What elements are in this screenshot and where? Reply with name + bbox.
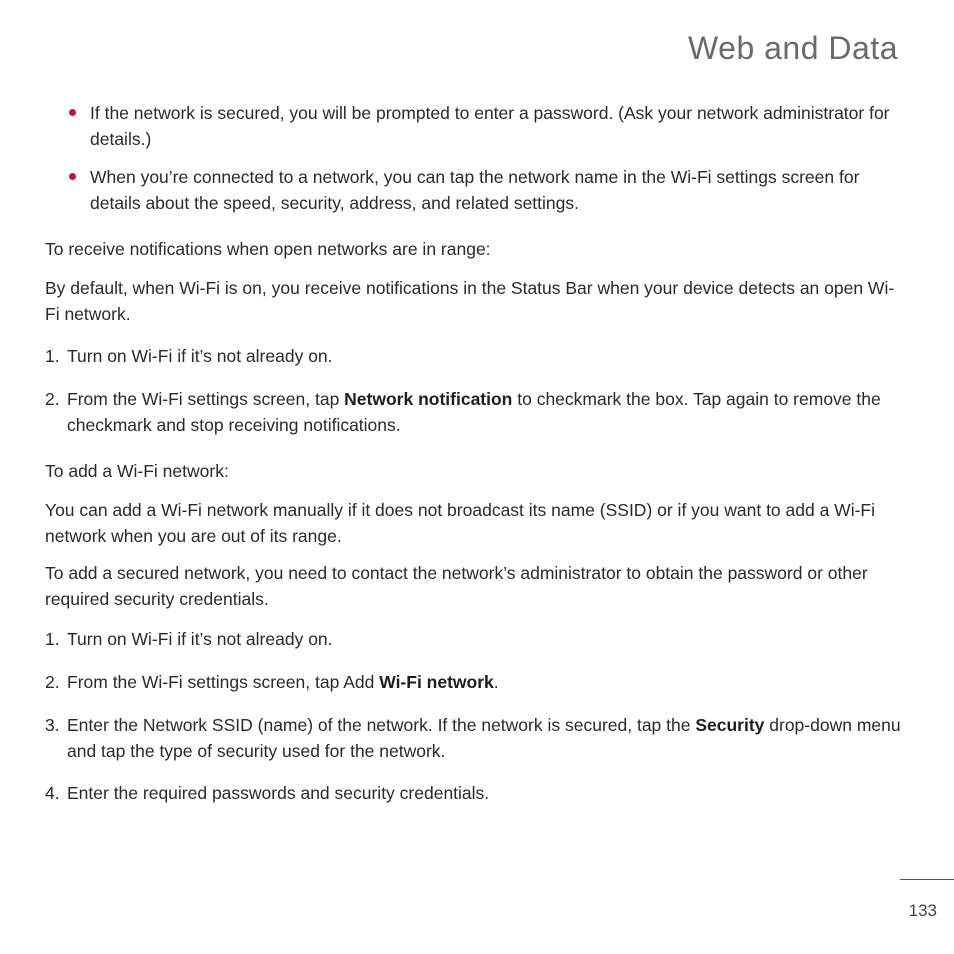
step-number: 1. [45, 629, 60, 649]
step-number: 2. [45, 389, 60, 409]
bullet-dot-icon [69, 173, 76, 180]
add-network-step-3 [45, 712, 905, 764]
network-notification-label: Network notification [344, 389, 513, 409]
security-label: Security [695, 715, 765, 735]
notifications-step-2 [45, 386, 905, 438]
step-text: Enter the required passwords and security credentials. [67, 783, 490, 803]
notifications-intro: By default, when Wi-Fi is on, you receive notifications in the Status Bar when your device detects an open Wi-Fi network. [45, 278, 895, 324]
bullet-text: If the network is secured, you will be prompted to enter a password. (Ask your network administrator for details.) [90, 103, 890, 149]
bullet-text: When you’re connected to a network, you can tap the network name in the Wi-Fi settings screen for details about the speed, security, address, and related settings. [90, 167, 860, 213]
bullet-item-secured [45, 100, 905, 152]
bullet-dot-icon [69, 109, 76, 116]
step-text-post: . [493, 672, 499, 692]
page-content [45, 100, 905, 806]
footer-rule [900, 879, 954, 880]
step-text: Turn on Wi-Fi if it’s not already on. [67, 629, 333, 649]
step-text-pre: From the Wi-Fi settings screen, tap [67, 389, 345, 409]
add-network-step-1 [45, 626, 905, 652]
step-number: 4. [45, 783, 60, 803]
page-title: Web and Data [688, 30, 898, 66]
page-number: 133 [908, 901, 937, 920]
add-network-intro-2: To add a secured network, you need to contact the network’s administrator to obtain the password or other required security credentials. [45, 563, 868, 609]
add-network-step-4 [45, 780, 905, 806]
notifications-step-1 [45, 343, 905, 369]
step-number: 1. [45, 346, 60, 366]
step-number: 3. [45, 715, 60, 735]
add-network-intro-1: You can add a Wi-Fi network manually if it does not broadcast its name (SSID) or if you want to add a Wi-Fi network when you are out of its range. [45, 500, 875, 546]
step-number: 2. [45, 672, 60, 692]
bullet-item-connected [45, 164, 905, 216]
step-text-post: to checkmark the box. Tap again to remove the checkmark and stop receiving notifications. [67, 389, 881, 435]
section-heading-notifications: To receive notifications when open networks are in range: [45, 239, 491, 259]
step-text: Turn on Wi-Fi if it’s not already on. [67, 346, 333, 366]
wifi-network-label: Wi-Fi network [379, 672, 494, 692]
step-text-post: drop-down menu and tap the type of security used for the network. [67, 715, 901, 761]
add-network-step-2 [45, 669, 905, 695]
step-text-pre: From the Wi-Fi settings screen, tap Add [67, 672, 380, 692]
step-text-pre: Enter the Network SSID (name) of the network. If the network is secured, tap the [67, 715, 696, 735]
section-heading-add-network: To add a Wi-Fi network: [45, 461, 229, 481]
